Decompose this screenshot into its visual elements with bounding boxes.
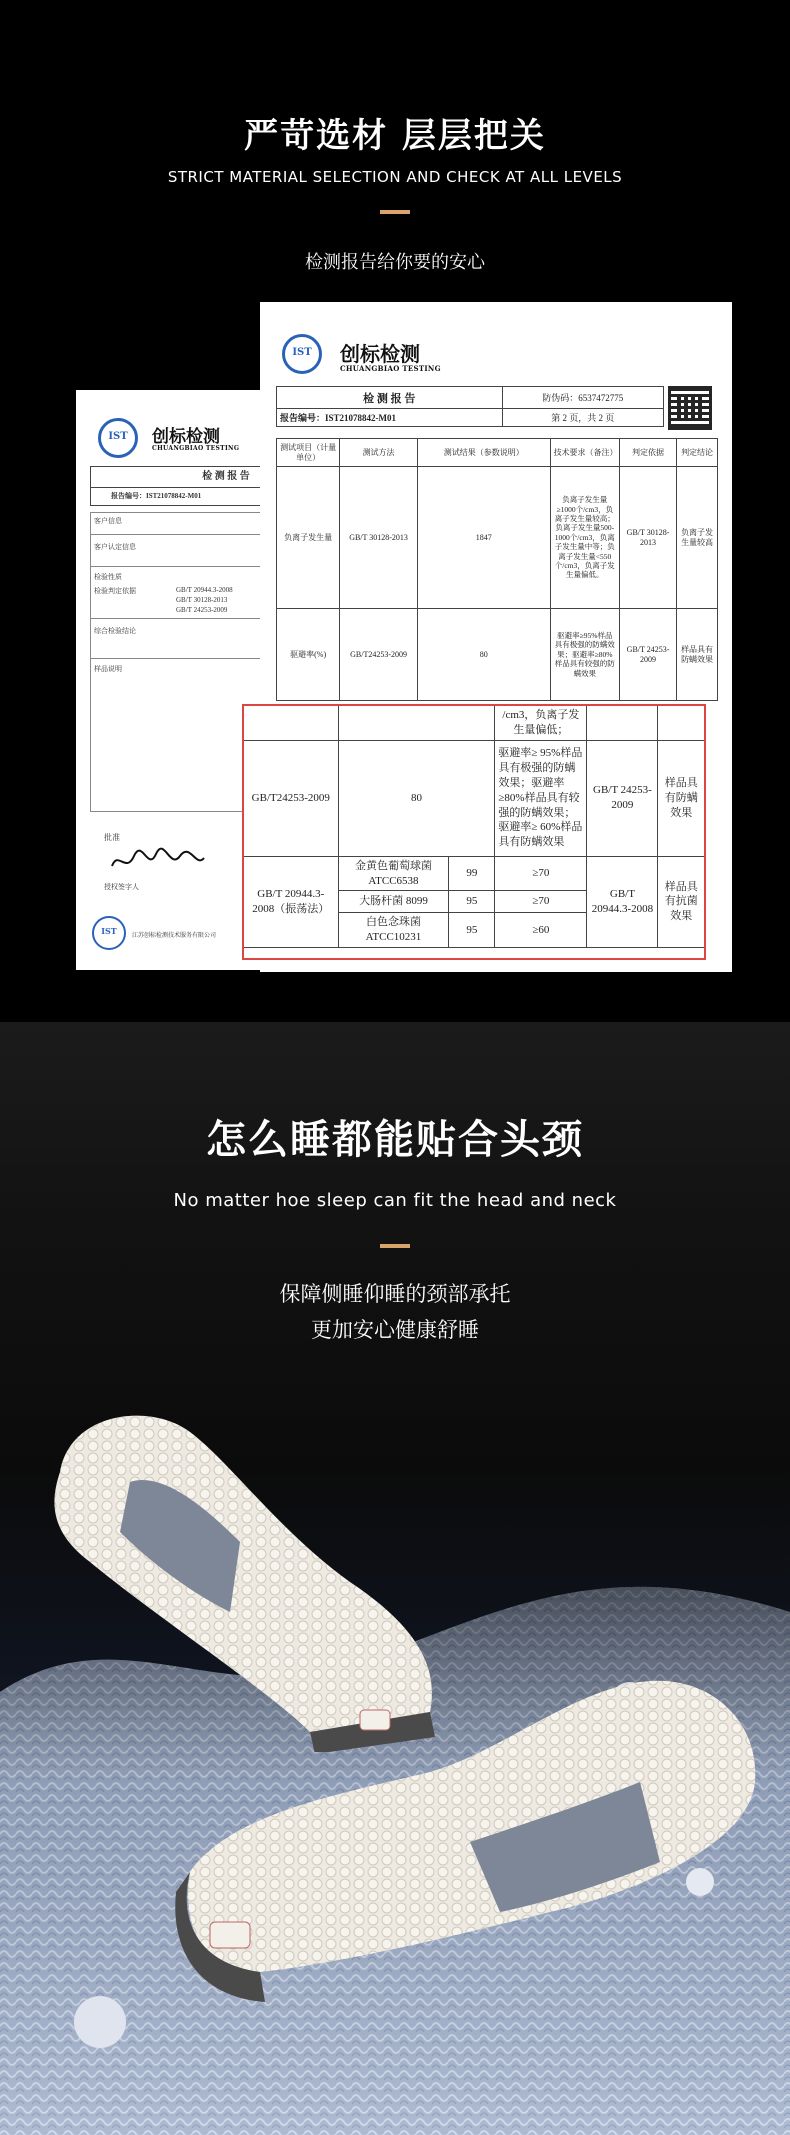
anti-fake-code: 防伪码：6537472775 xyxy=(502,387,663,409)
report-label: 检 测 报 告 xyxy=(90,466,362,488)
table-row: 驱避率(%) GB/T24253-2009 80 驱避率≥95%样品具有极强的防螨效果；驱避率≥80%样品具有较强的防螨效果 GB/T 24253-2009 样品具有防螨效果 xyxy=(277,609,718,701)
table-row: GB/T 20944.3-2008（振荡法） 金黄色葡萄球菌 ATCC6538 99 ≥70 GB/T 20944.3-2008 样品具有抗菌效果 xyxy=(244,856,704,891)
signer-label: 授权签字人 xyxy=(104,883,139,891)
report-header-table xyxy=(276,386,664,427)
divider xyxy=(380,1244,410,1248)
pillow-label-icon xyxy=(210,1922,250,1948)
zoom-top-text: /cm3，负离子发生量偏低； xyxy=(495,706,587,740)
section-title: 怎么睡都能贴合头颈 xyxy=(206,1117,584,1163)
line-std2: GB/T 30128-2013 xyxy=(176,596,228,604)
table-row: 负离子发生量 GB/T 30128-2013 1847 负离子发生量≥1000个/cm3，负离子发生量较高；负离子发生量500-1000个/cm3，负离子发生量中等；负离子发生量<550个/cm3，负离子发生量偏低。 GB/T 30128-2013 负离子发生量较高 xyxy=(277,467,718,609)
footer-company: 江苏创标检测技术服务有限公司 xyxy=(132,933,217,939)
org-name-en: CHUANGBIAO TESTING xyxy=(152,445,240,452)
qr-code-icon xyxy=(668,386,712,430)
caption-line-1: 保障侧睡仰睡的颈部承托 xyxy=(279,1282,511,1306)
line-nature: 检验性质 xyxy=(94,573,122,581)
section-caption: 检测报告给你要的安心 xyxy=(305,252,485,273)
decor-ball xyxy=(74,1996,126,2048)
report-number: 报告编号：IST21078842-M01 xyxy=(277,409,503,427)
signature-icon xyxy=(108,846,208,876)
fit-section xyxy=(0,1022,790,2135)
page-info: 第 2 页，共 2 页 xyxy=(502,409,663,427)
org-name-en: CHUANGBIAO TESTING xyxy=(340,364,441,373)
section-subtitle: STRICT MATERIAL SELECTION AND CHECK AT ALL LEVELS xyxy=(167,168,623,186)
line-std3: GB/T 24253-2009 xyxy=(176,606,228,614)
line-conclusion: 综合检验结论 xyxy=(94,627,136,635)
ist-logo-icon: IST xyxy=(98,418,138,458)
col-header: 测试方法 xyxy=(340,439,418,467)
report-results-table xyxy=(276,438,718,701)
col-header: 测试项目（计量单位） xyxy=(277,439,340,467)
table-row: GB/T24253-2009 80 驱避率≥ 95%样品具有极强的防螨效果；驱避率≥80%样品具有较强的防螨效果；驱避率≥ 60%样品具有防螨效果 GB/T 24253-2009 样品具有防螨效果 xyxy=(244,740,704,856)
line-customer: 客户信息 xyxy=(94,517,122,525)
org-name-cn: 创标检测 xyxy=(152,427,220,447)
pillow-image-flat xyxy=(170,1662,770,2032)
report-number: 报告编号：IST21078842-M01 xyxy=(90,488,362,506)
report-label: 检 测 报 告 xyxy=(277,387,503,409)
org-name-cn: 创标检测 xyxy=(340,342,420,366)
ist-stamp-icon: IST xyxy=(92,916,126,950)
col-header: 判定结论 xyxy=(677,439,718,467)
line-customer-confirm: 客户认定信息 xyxy=(94,543,136,551)
col-header: 技术要求（备注） xyxy=(550,439,619,467)
col-header: 测试结果（参数说明） xyxy=(417,439,550,467)
caption-line-2: 更加安心健康舒睡 xyxy=(311,1318,479,1342)
ist-logo-icon: IST xyxy=(282,334,322,374)
line-basis: 检验判定依据 xyxy=(94,587,136,595)
zoom-table xyxy=(244,706,704,948)
table-row: 大肠杆菌 8099 95 ≥70 xyxy=(244,891,704,913)
section-subtitle: No matter hoe sleep can fit the head and neck xyxy=(173,1190,617,1211)
quality-section xyxy=(0,0,790,1022)
line-std1: GB/T 20944.3-2008 xyxy=(176,586,233,594)
section-title: 严苛选材 层层把关 xyxy=(244,116,546,156)
zoomed-report-excerpt xyxy=(242,704,706,960)
col-header: 判定依据 xyxy=(619,439,676,467)
line-sample: 样品说明 xyxy=(94,665,122,673)
divider xyxy=(380,210,410,214)
table-row: 白色念珠菌 ATCC10231 95 ≥60 xyxy=(244,913,704,948)
approve-label: 批准 xyxy=(104,833,120,842)
